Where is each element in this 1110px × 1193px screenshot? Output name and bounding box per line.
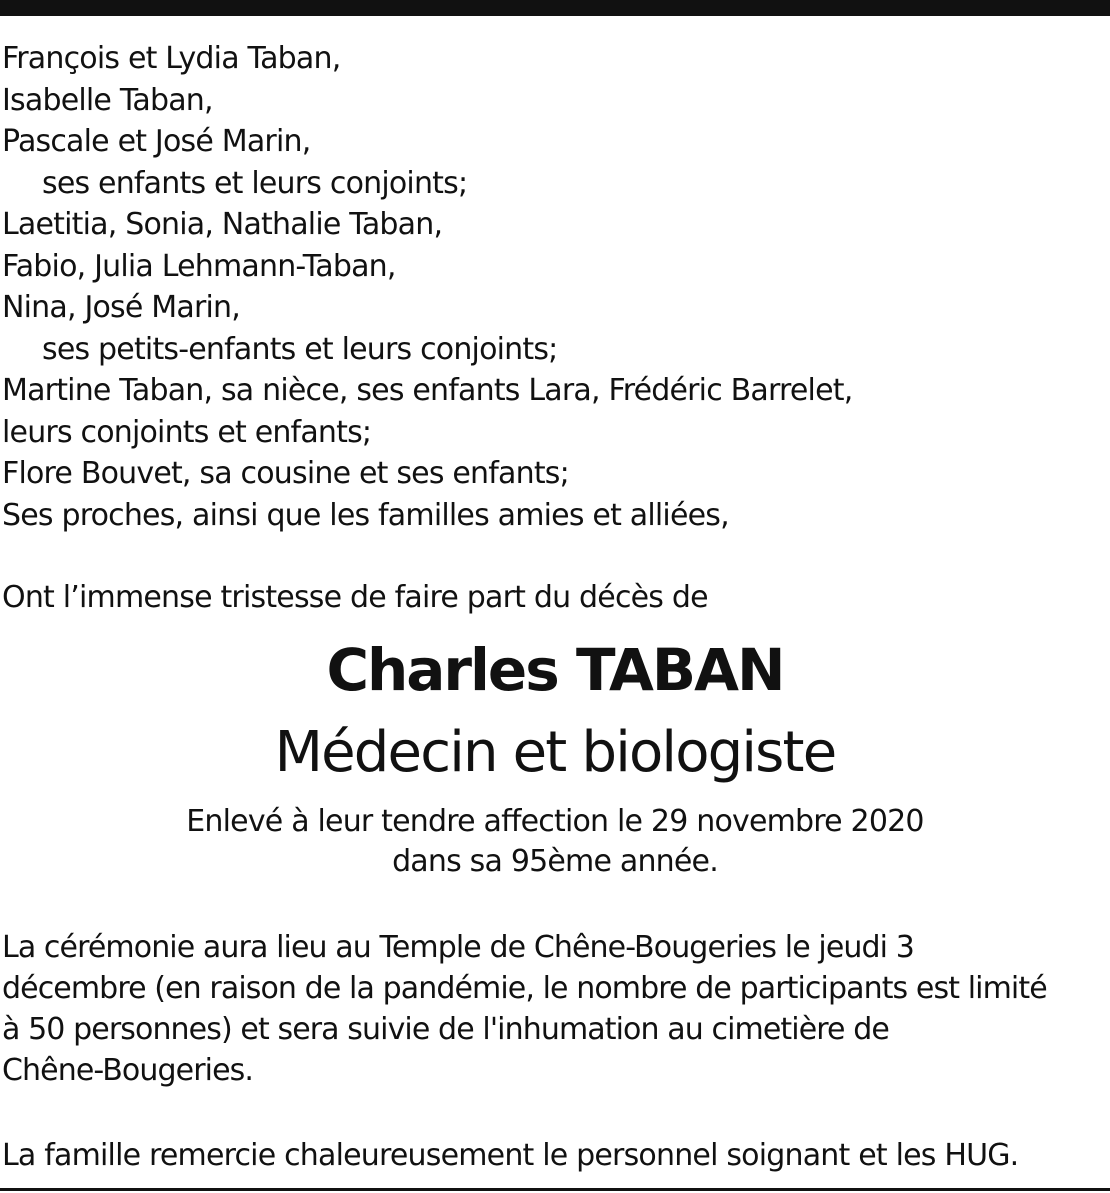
deceased-name: Charles TABAN <box>326 636 784 704</box>
family-member-line: Flore Bouvet, sa cousine et ses enfants; <box>2 456 569 491</box>
death-date-line: Enlevé à leur tendre affection le 29 novembre 2020 <box>186 804 924 839</box>
family-member-line: Fabio, Julia Lehmann-Taban, <box>2 248 396 284</box>
death-date-block <box>0 802 1110 882</box>
family-member-line: Ses proches, ainsi que les familles amies et alliées, <box>2 497 729 533</box>
top-border-rule <box>0 0 1110 16</box>
ceremony-line: décembre (en raison de la pandémie, le nombre de participants est limité <box>2 971 1047 1006</box>
deceased-profession: Médecin et biologiste <box>274 720 836 785</box>
ceremony-line: Chêne-Bougeries. <box>2 1053 253 1088</box>
family-member-line: leurs conjoints et enfants; <box>2 414 372 450</box>
announcement-text: Ont l’immense tristesse de faire part du décès de <box>2 580 708 615</box>
bottom-border-rule <box>0 1188 1110 1191</box>
thanks-text: La famille remercie chaleureusement le personnel soignant et les HUG. <box>2 1138 1019 1173</box>
family-relation-line: ses enfants et leurs conjoints; <box>42 165 468 201</box>
family-member-line: Isabelle Taban, <box>2 82 213 118</box>
ceremony-paragraph <box>2 927 1102 1091</box>
ceremony-line: La cérémonie aura lieu au Temple de Chêne-Bougeries le jeudi 3 <box>2 930 914 965</box>
ceremony-line: à 50 personnes) et sera suivie de l'inhumation au cimetière de <box>2 1012 889 1047</box>
age-line: dans sa 95ème année. <box>392 844 718 879</box>
family-member-line: Martine Taban, sa nièce, ses enfants Lara, Frédéric Barrelet, <box>2 373 853 408</box>
family-list <box>2 38 1102 536</box>
family-member-line: François et Lydia Taban, <box>2 41 341 76</box>
family-member-line: Pascale et José Marin, <box>2 124 311 159</box>
family-relation-line: ses petits-enfants et leurs conjoints; <box>42 331 558 367</box>
family-member-line: Laetitia, Sonia, Nathalie Taban, <box>2 207 443 242</box>
family-member-line: Nina, José Marin, <box>2 290 240 325</box>
